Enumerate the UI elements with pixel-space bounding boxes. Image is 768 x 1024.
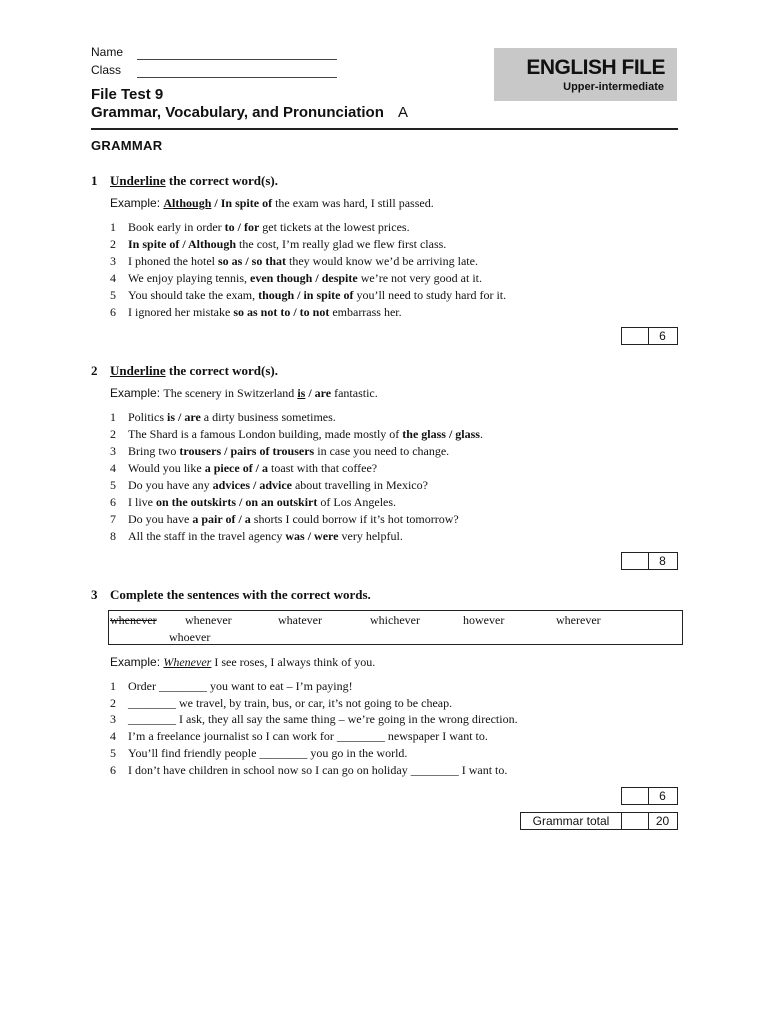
q1-item-number: 2 (110, 237, 116, 251)
q3-example (110, 655, 375, 670)
q1-item-choice[interactable]: In spite of / Although (128, 237, 237, 251)
q1-item-text: embarrass her. (329, 305, 402, 319)
q2-example-answer: is (297, 386, 306, 400)
q3-item (110, 696, 452, 711)
q2-item (110, 529, 403, 544)
q2-item-choice[interactable]: a piece of / a (204, 461, 269, 475)
q2-item-text: Would you like (128, 461, 205, 475)
q2-item-text: All the staff in the travel agency (128, 529, 286, 543)
q1-heading (91, 173, 278, 189)
test-subtitle-text: Grammar, Vocabulary, and Pronunciation (91, 104, 384, 121)
q1-item-text: the cost, I’m really glad we flew first class. (236, 237, 447, 251)
q3-item-number: 5 (110, 746, 116, 760)
q2-item-text: Do you have (128, 512, 193, 526)
q2-instr-underline: Underline (110, 363, 166, 378)
q2-example-rest: fantastic. (331, 386, 378, 400)
test-version: A (398, 104, 409, 121)
q2-number: 2 (91, 363, 98, 378)
q2-item-choice[interactable]: trousers / pairs of trousers (179, 444, 315, 458)
q1-item-choice[interactable]: though / in spite of (258, 288, 354, 302)
q3-item-number: 2 (110, 696, 116, 710)
q2-item-text: toast with that coffee? (268, 461, 378, 475)
q1-score-max: 6 (648, 327, 678, 345)
q3-item-text[interactable]: I’m a freelance journalist so I can work for ________ newspaper I want to. (128, 729, 488, 743)
q2-item-choice[interactable]: is / are (167, 410, 201, 424)
word-option: however (463, 613, 505, 627)
q3-item-number: 1 (110, 679, 116, 693)
q2-example-label: Example: (110, 386, 164, 400)
q2-item (110, 478, 428, 493)
q1-number: 1 (91, 173, 98, 188)
q1-item-choice[interactable]: to / for (224, 220, 260, 234)
q3-item-text[interactable]: Order ________ you want to eat – I’m paying! (128, 679, 353, 693)
class-field[interactable] (137, 77, 337, 78)
q2-item (110, 512, 459, 527)
q1-item-number: 5 (110, 288, 116, 302)
q2-item-text: a dirty business sometimes. (200, 410, 336, 424)
q1-item-choice[interactable]: so as / so that (217, 254, 286, 268)
q1-item (110, 237, 446, 252)
q1-item-text: I ignored her mistake (128, 305, 234, 319)
q2-item-text: The Shard is a famous London building, made mostly of (128, 427, 403, 441)
q3-item-text[interactable]: ________ I ask, they all say the same thing – we’re going in the wrong direction. (128, 712, 518, 726)
q2-item-text: very helpful. (338, 529, 403, 543)
q3-score-input[interactable] (621, 787, 649, 805)
word-option: wherever (556, 613, 601, 627)
q1-item-text: you’ll need to study hard for it. (353, 288, 507, 302)
q1-item (110, 271, 482, 286)
q2-item-number: 7 (110, 512, 116, 526)
word-example: whenever (110, 613, 157, 627)
q3-heading (91, 587, 371, 603)
q1-item-number: 6 (110, 305, 116, 319)
q3-word-box (108, 610, 683, 645)
q3-number: 3 (91, 587, 98, 602)
q1-item-number: 3 (110, 254, 116, 268)
q2-item-choice[interactable]: was / were (285, 529, 339, 543)
q1-item-text: You should take the exam, (128, 288, 259, 302)
q2-item-text: Bring two (128, 444, 180, 458)
q2-item-text: about travelling in Mexico? (291, 478, 428, 492)
brand-subtitle: Upper-intermediate (563, 81, 664, 93)
q1-item (110, 220, 410, 235)
q1-item-text: we’re not very good at it. (357, 271, 482, 285)
q1-example-answer: Although (163, 196, 212, 210)
q1-score-input[interactable] (621, 327, 649, 345)
q2-example-pre: The scenery in Switzerland (163, 386, 298, 400)
section-title: GRAMMAR (91, 138, 163, 153)
q3-item (110, 729, 488, 744)
q1-item-choice[interactable]: even though / despite (250, 271, 358, 285)
q3-item-number: 4 (110, 729, 116, 743)
test-subtitle (91, 104, 408, 121)
grammar-total-input[interactable] (621, 812, 649, 830)
q2-score-max: 8 (648, 552, 678, 570)
header-divider (91, 128, 678, 130)
q2-item-choice[interactable]: on the outskirts / on an outskirt (156, 495, 318, 509)
q3-item-text[interactable]: You’ll find friendly people ________ you go in the world. (128, 746, 408, 760)
q3-item-number: 6 (110, 763, 116, 777)
q2-item (110, 410, 336, 425)
q1-item (110, 305, 402, 320)
q2-item-number: 3 (110, 444, 116, 458)
q1-example-rest: the exam was hard, I still passed. (272, 196, 434, 210)
q1-example-label: Example: (110, 196, 164, 210)
q3-item (110, 679, 353, 694)
q3-item-text[interactable]: I don’t have children in school now so I can go on holiday ________ I want to. (128, 763, 508, 777)
q2-heading (91, 363, 278, 379)
q2-item-text: I live (128, 495, 156, 509)
q2-item (110, 444, 449, 459)
q2-example (110, 386, 378, 401)
word-option: whoever (169, 630, 211, 644)
name-field[interactable] (137, 59, 337, 60)
word-option: whatever (278, 613, 322, 627)
q3-item (110, 712, 518, 727)
q1-item (110, 288, 506, 303)
q2-item-text: in case you need to change. (314, 444, 450, 458)
q1-item-text: they would know we’d be arriving late. (286, 254, 478, 268)
q2-item-number: 5 (110, 478, 116, 492)
q2-item-text: shorts I could borrow if it’s hot tomorrow? (250, 512, 459, 526)
q3-item (110, 746, 407, 761)
q2-item (110, 495, 396, 510)
q2-item-choice[interactable]: the glass / glass (402, 427, 480, 441)
q2-item-text: Politics (128, 410, 168, 424)
q1-instr-underline: Underline (110, 173, 166, 188)
q2-item-text: . (479, 427, 483, 441)
q2-item-number: 2 (110, 427, 116, 441)
file-test-title: File Test 9 (91, 86, 164, 103)
q1-example (110, 196, 434, 211)
q3-item-number: 3 (110, 712, 116, 726)
grammar-total-label: Grammar total (520, 812, 621, 830)
q3-example-answer: Whenever (163, 655, 212, 669)
q1-instr-rest: the correct word(s). (165, 173, 279, 188)
q3-item-text[interactable]: ________ we travel, by train, bus, or car, it’s not going to be cheap. (128, 696, 453, 710)
q2-instr-rest: the correct word(s). (165, 363, 279, 378)
q2-item-number: 8 (110, 529, 116, 543)
brand-title: ENGLISH FILE (526, 56, 665, 79)
q1-item (110, 254, 478, 269)
q1-item-text: I phoned the hotel (128, 254, 218, 268)
q1-item-number: 4 (110, 271, 116, 285)
q1-item-text: We enjoy playing tennis, (128, 271, 251, 285)
q2-item-choice[interactable]: advices / advice (212, 478, 292, 492)
word-option: whenever (185, 613, 232, 627)
q2-item-number: 4 (110, 461, 116, 475)
q2-item-number: 6 (110, 495, 116, 509)
q1-example-alt: / In spite of (211, 196, 273, 210)
q1-item-choice[interactable]: so as not to / to not (233, 305, 330, 319)
q2-item-choice[interactable]: a pair of / a (192, 512, 251, 526)
word-option: whichever (370, 613, 420, 627)
q3-score-max: 6 (648, 787, 678, 805)
q1-item-text: Book early in order (128, 220, 225, 234)
grammar-total-max: 20 (648, 812, 678, 830)
q3-item (110, 763, 507, 778)
q2-score-input[interactable] (621, 552, 649, 570)
q3-example-label: Example: (110, 655, 164, 669)
q3-instr: Complete the sentences with the correct words. (110, 587, 371, 602)
brand-logo (494, 48, 677, 101)
q2-item-number: 1 (110, 410, 116, 424)
q2-item (110, 427, 483, 442)
name-label: Name (91, 45, 124, 59)
q2-item-text: of Los Angeles. (317, 495, 397, 509)
q2-item-text: Do you have any (128, 478, 213, 492)
q2-example-alt: / are (305, 386, 332, 400)
class-label: Class (91, 63, 122, 77)
q2-item (110, 461, 377, 476)
q1-item-number: 1 (110, 220, 116, 234)
q3-example-rest: I see roses, I always think of you. (211, 655, 376, 669)
q1-item-text: get tickets at the lowest prices. (259, 220, 410, 234)
